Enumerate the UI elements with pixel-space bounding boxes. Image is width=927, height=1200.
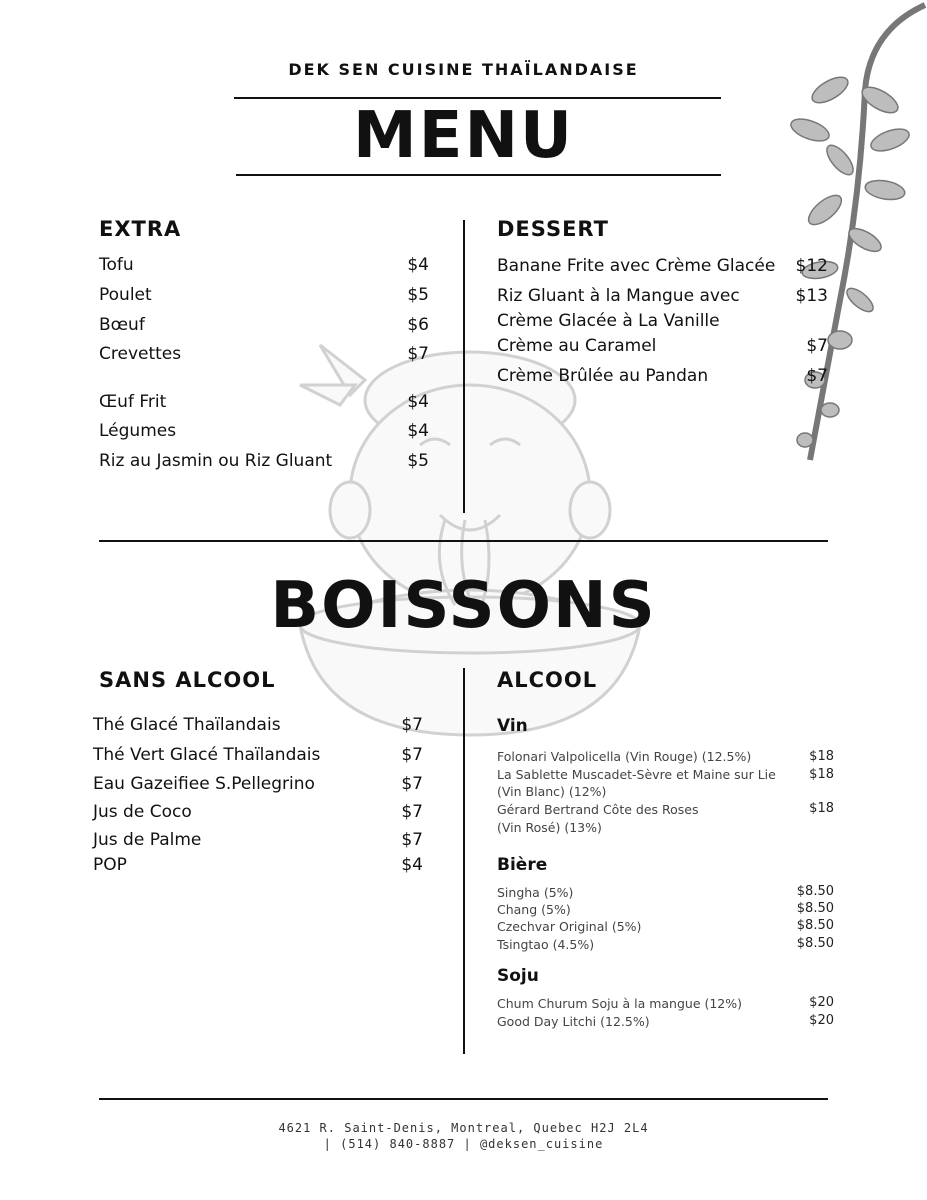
alcool-heading: ALCOOL: [497, 668, 598, 692]
item-price: $7: [407, 344, 429, 364]
item-price: $18: [809, 749, 834, 764]
column-divider-top: [463, 220, 465, 513]
item-price: $4: [407, 255, 429, 275]
list-item: Thé Vert Glacé Thaïlandais: [93, 745, 321, 765]
soju-heading: Soju: [497, 966, 539, 986]
item-price: $8.50: [796, 884, 834, 899]
list-item: Légumes: [99, 421, 177, 441]
list-item: Thé Glacé Thaïlandais: [93, 715, 281, 735]
list-item: Crème au Caramel: [497, 336, 657, 356]
list-item: Folonari Valpolicella (Vin Rouge) (12.5%): [497, 749, 752, 764]
item-price: $8.50: [796, 901, 834, 916]
item-price: $8.50: [796, 918, 834, 933]
biere-heading: Bière: [497, 855, 548, 875]
list-item: Jus de Palme: [93, 830, 202, 850]
list-item-continued: Crème Glacée à La Vanille: [497, 311, 720, 331]
list-item-continued: (Vin Blanc) (12%): [497, 784, 607, 799]
extra-heading: EXTRA: [99, 217, 182, 241]
menu-title: MENU: [353, 99, 574, 173]
list-item: Tsingtao (4.5%): [497, 937, 595, 952]
item-price: $7: [401, 802, 423, 822]
restaurant-name: DEK SEN CUISINE THAÏLANDAISE: [288, 60, 639, 79]
boissons-title: BOISSONS: [270, 569, 657, 643]
list-item: Crevettes: [99, 344, 182, 364]
item-price: $12: [795, 256, 828, 276]
item-price: $7: [401, 774, 423, 794]
item-price: $20: [809, 995, 834, 1010]
list-item: Good Day Litchi (12.5%): [497, 1014, 650, 1029]
item-price: $7: [806, 366, 828, 386]
item-price: $4: [407, 421, 429, 441]
sans-alcool-heading: SANS ALCOOL: [99, 668, 276, 692]
item-price: $13: [795, 286, 828, 306]
list-item: POP: [93, 855, 127, 875]
list-item: Banane Frite avec Crème Glacée: [497, 256, 776, 276]
item-price: $7: [401, 745, 423, 765]
list-item: Gérard Bertrand Côte des Roses: [497, 802, 699, 817]
list-item: Chang (5%): [497, 902, 571, 917]
list-item: Poulet: [99, 285, 152, 305]
item-price: $5: [407, 451, 429, 471]
header-bottom-rule: [236, 174, 721, 176]
list-item: Bœuf: [99, 315, 145, 335]
list-item: Jus de Coco: [93, 802, 192, 822]
dessert-heading: DESSERT: [497, 217, 609, 241]
item-price: $7: [401, 715, 423, 735]
section-divider: [99, 540, 828, 542]
item-price: $7: [401, 830, 423, 850]
list-item: Œuf Frit: [99, 392, 167, 412]
list-item-continued: (Vin Rosé) (13%): [497, 820, 602, 835]
column-divider-bottom: [463, 668, 465, 1054]
item-price: $20: [809, 1013, 834, 1028]
item-price: $4: [407, 392, 429, 412]
list-item: Riz au Jasmin ou Riz Gluant: [99, 451, 333, 471]
footer-contact: | (514) 840-8887 | @deksen_cuisine: [323, 1137, 604, 1151]
list-item: Eau Gazeifiee S.Pellegrino: [93, 774, 315, 794]
list-item: La Sablette Muscadet-Sèvre et Maine sur Lie: [497, 767, 776, 782]
list-item: Chum Churum Soju à la mangue (12%): [497, 996, 743, 1011]
list-item: Czechvar Original (5%): [497, 919, 642, 934]
footer-rule: [99, 1098, 828, 1100]
footer-address: 4621 R. Saint-Denis, Montreal, Quebec H2J 2L4: [278, 1121, 649, 1135]
list-item: Tofu: [99, 255, 134, 275]
chef-eating-noodles-icon: [280, 325, 660, 745]
item-price: $4: [401, 855, 423, 875]
list-item: Crème Brûlée au Pandan: [497, 366, 709, 386]
item-price: $6: [407, 315, 429, 335]
item-price: $7: [806, 336, 828, 356]
list-item: Singha (5%): [497, 885, 574, 900]
item-price: $18: [809, 767, 834, 782]
item-price: $5: [407, 285, 429, 305]
list-item: Riz Gluant à la Mangue avec: [497, 286, 740, 306]
item-price: $18: [809, 801, 834, 816]
vin-heading: Vin: [497, 716, 528, 736]
item-price: $8.50: [796, 936, 834, 951]
